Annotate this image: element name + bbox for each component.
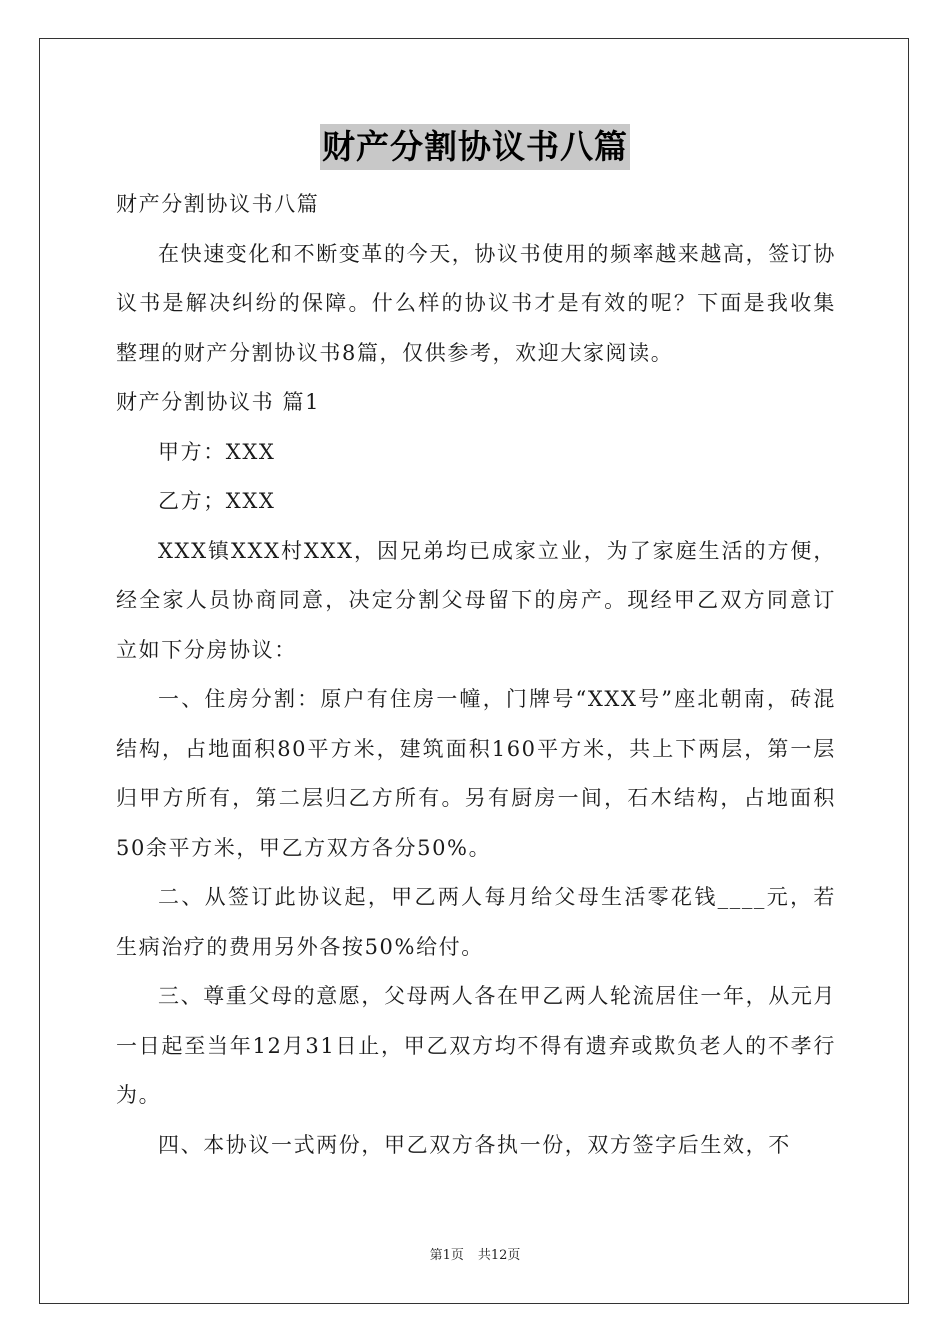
document-body (116, 180, 836, 1170)
page-number: 第1页 (429, 1248, 464, 1263)
page-footer (0, 1246, 950, 1266)
paragraph-0: 财产分割协议书八篇 (116, 192, 320, 216)
paragraph-7: 二、从签订此协议起，甲乙两人每月给父母生活零花钱____元，若生病治疗的费用另外各按50%给付。 (116, 885, 836, 959)
paragraph-4: 乙方；XXX (158, 489, 276, 513)
paragraph-6: 一、住房分割：原户有住房一幢，门牌号“XXX号”座北朝南，砖混结构，占地面积80平方米，建筑面积160平方米，共上下两层，第一层归甲方所有，第二层归乙方所有。另有厨房一间，石木结构，占地面积50余平方米，甲乙方双方各分50%。 (116, 687, 836, 860)
title-container (0, 124, 950, 170)
paragraph-3: 甲方：XXX (158, 439, 276, 464)
document-title: 财产分割协议书八篇 (320, 124, 630, 170)
paragraph-9: 四、本协议一式两份，甲乙双方各执一份，双方签字后生效，不 (158, 1132, 791, 1157)
paragraph-5: XXX镇XXX村XXX，因兄弟均已成家立业，为了家庭生活的方便，经全家人员协商同意，决定分割父母留下的房产。现经甲乙双方同意订立如下分房协议： (116, 538, 836, 662)
paragraph-2: 财产分割协议书 篇1 (116, 390, 321, 414)
paragraph-1: 在快速变化和不断变革的今天，协议书使用的频率越来越高，签订协议书是解决纠纷的保障。什么样的协议书才是有效的呢？下面是我收集整理的财产分割协议书8篇，仅供参考，欢迎大家阅读。 (116, 241, 836, 365)
paragraph-8: 三、尊重父母的意愿，父母两人各在甲乙两人轮流居住一年，从元月一日起至当年12月31日止，甲乙双方均不得有遗弃或欺负老人的不孝行为。 (116, 984, 836, 1107)
page-total: 共12页 (477, 1248, 521, 1263)
